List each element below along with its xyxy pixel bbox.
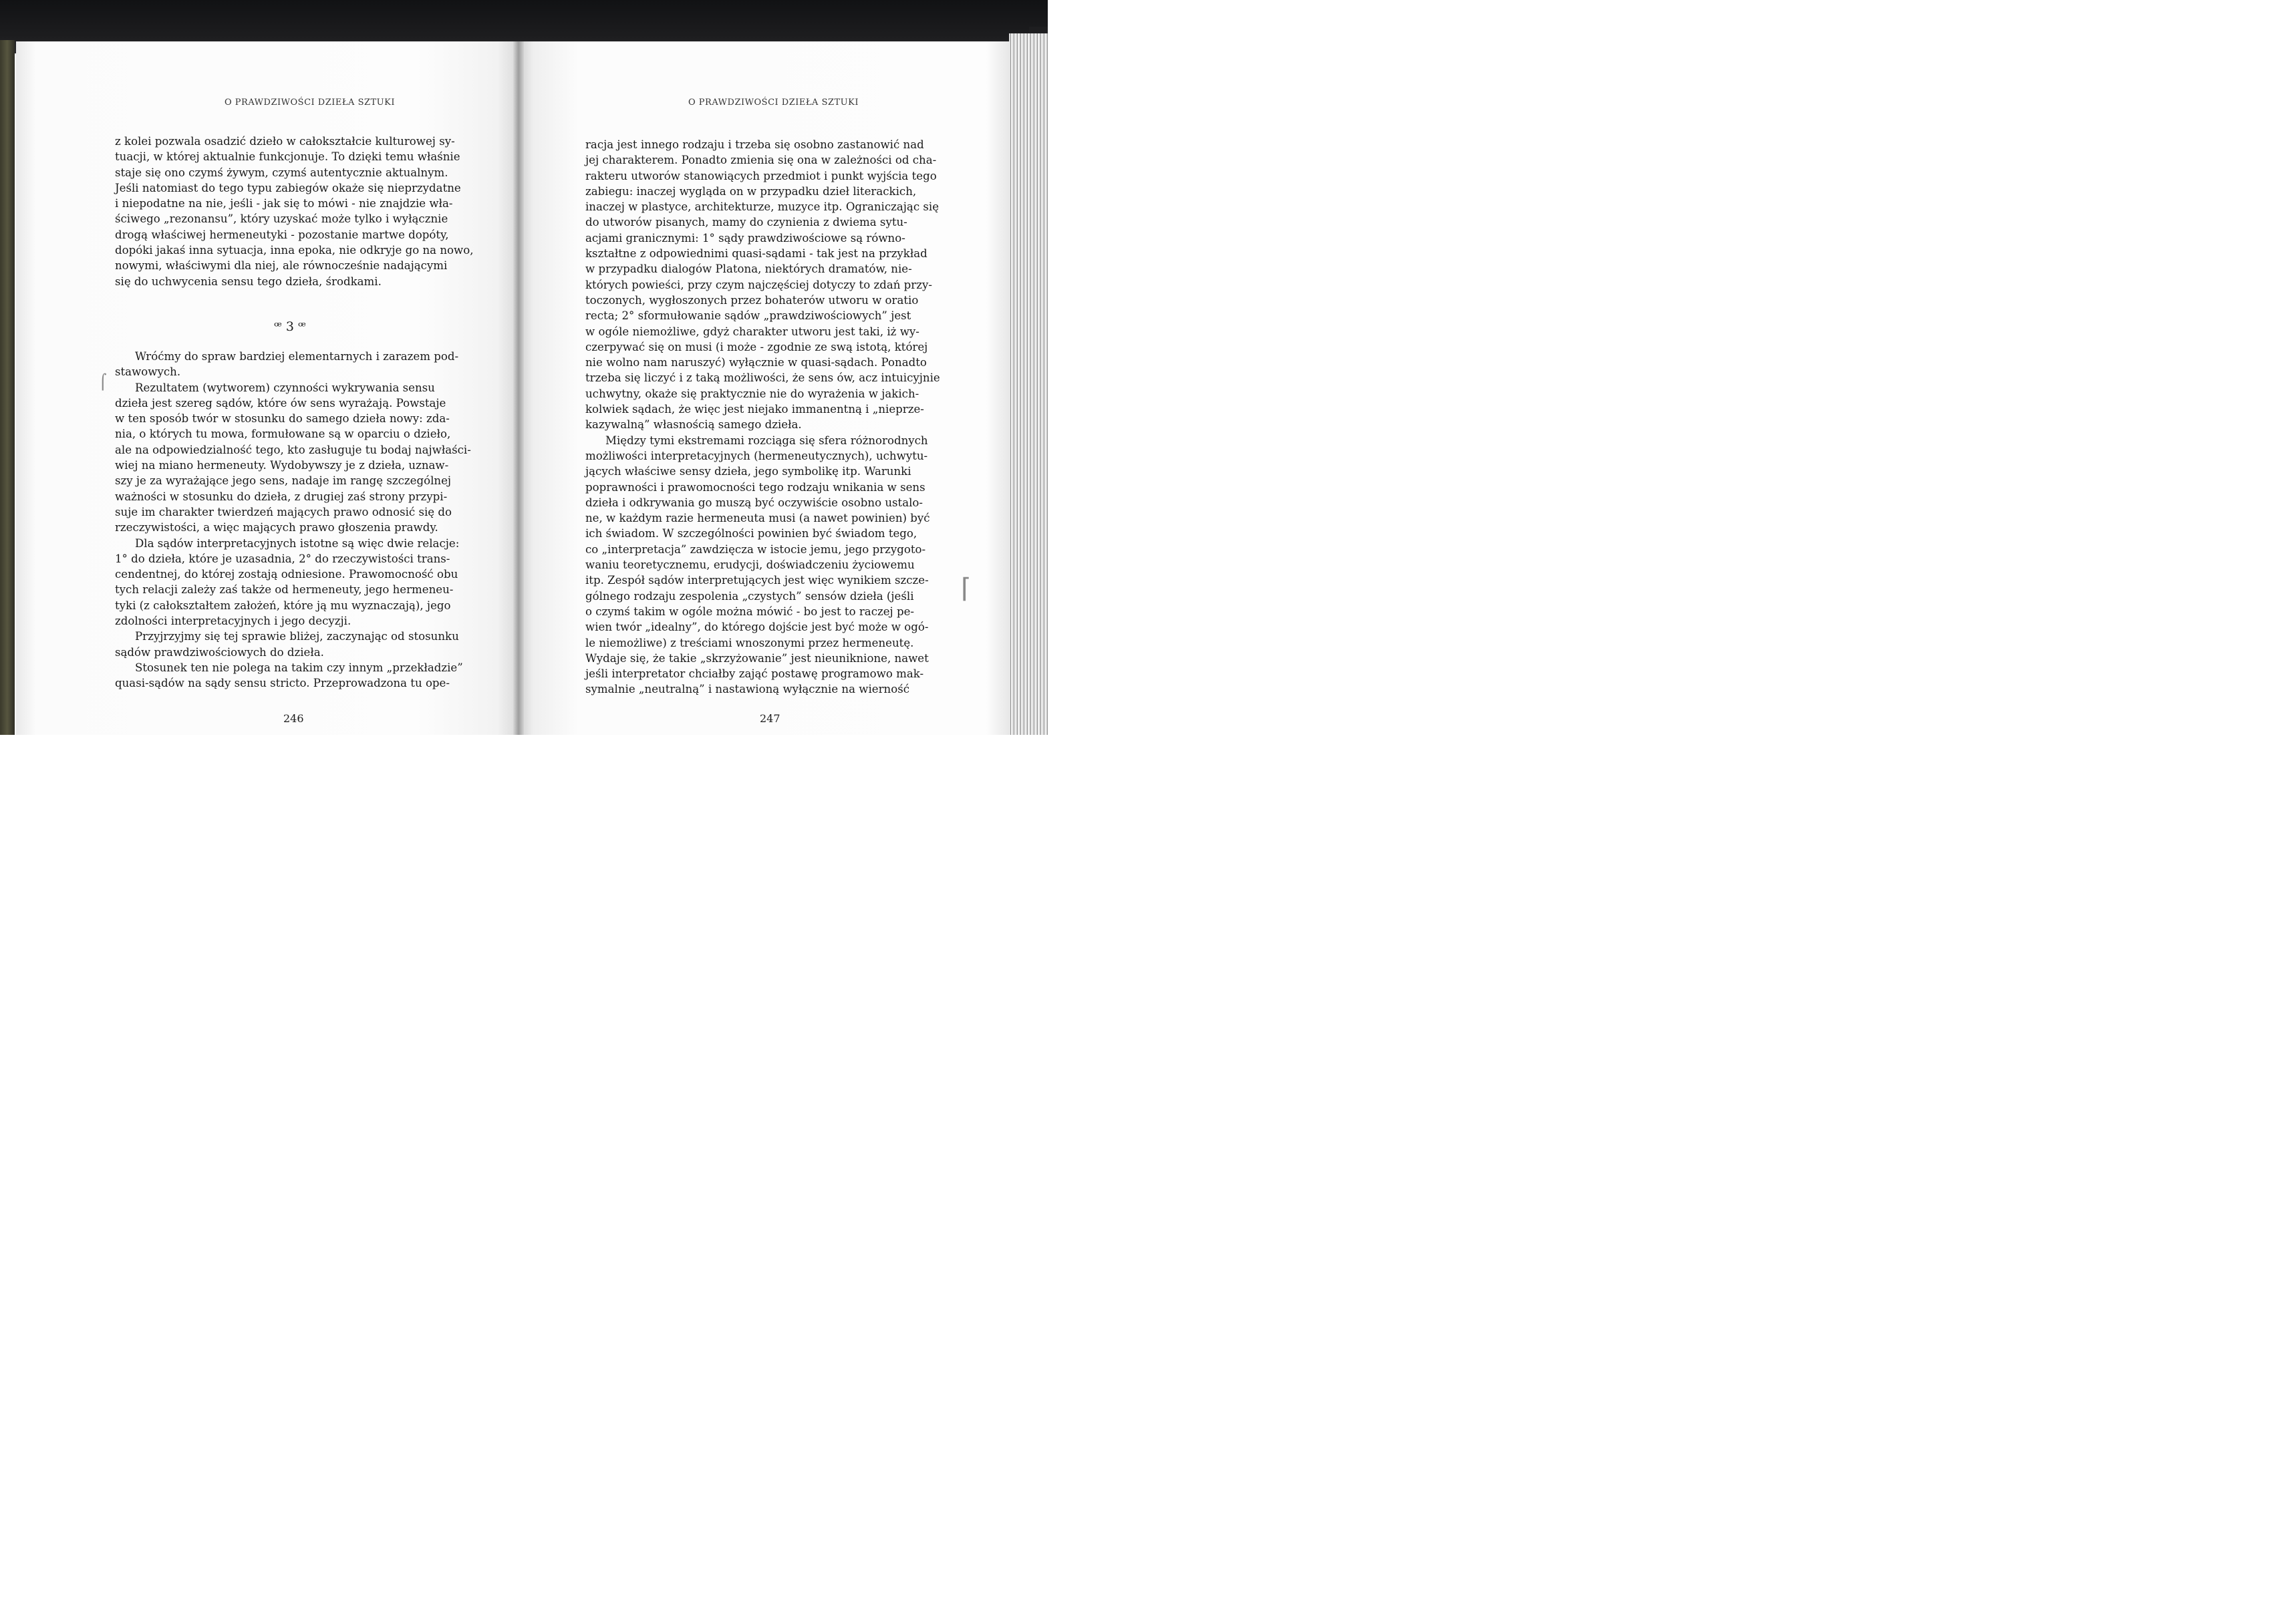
text-line: z kolei pozwala osadzić dzieło w całokształcie kulturowej sy- — [115, 135, 455, 148]
pencil-margin-mark: ⌈ — [961, 573, 972, 604]
text-line: Rezultatem (wytworem) czynności wykrywania sensu — [135, 381, 435, 394]
text-line: nie wolno nam naruszyć) wyłącznie w quasi-sądach. Ponadto — [585, 356, 927, 369]
text-line: Wróćmy do spraw bardziej elementarnych i zarazem pod- — [135, 350, 459, 363]
text-line: tyki (z całokształtem założeń, które ją mu wyznaczają), jego — [115, 599, 451, 612]
text-line: możliwości interpretacyjnych (hermeneutycznych), uchwytu- — [585, 449, 928, 462]
text-line: o czymś takim w ogóle można mówić - bo jest to raczej pe- — [585, 605, 915, 618]
text-line: nowymi, właściwymi dla niej, ale równocześnie nadającymi — [115, 259, 448, 273]
text-line: 1° do dzieła, które je uzasadnia, 2° do rzeczywistości trans- — [115, 552, 450, 565]
text-line: czerpywać się on musi (i może - zgodnie ze swą istotą, której — [585, 340, 928, 353]
text-line: zabiegu: inaczej wygląda on w przypadku dzieł literackich, — [585, 184, 917, 198]
text-line: Jeśli natomiast do tego typu zabiegów okaże się nieprzydatne — [115, 181, 461, 194]
text-line: ściwego „rezonansu”, który uzyskać może tylko i wyłącznie — [115, 212, 448, 226]
text-line: drogą właściwej hermeneutyki - pozostanie martwe dopóty, — [115, 228, 449, 241]
text-line: co „interpretacja” zawdzięcza w istocie jemu, jego przygoto- — [585, 542, 926, 556]
text-line: kazywalną” własnością samego dzieła. — [585, 418, 802, 432]
book-cover-edge — [0, 40, 15, 735]
text-line: toczonych, wygłoszonych przez bohaterów utworu w oratio — [585, 293, 919, 307]
running-head-right: O PRAWDZIWOŚCI DZIEŁA SZTUKI — [688, 98, 859, 108]
text-line: wiej na miano hermeneuty. Wydobywszy je z dzieła, uznaw- — [115, 459, 449, 472]
book-gutter — [513, 41, 524, 735]
text-line: jeśli interpretator chciałby zająć postawę programowo mak- — [585, 667, 924, 681]
text-line: cendentnej, do której zostają odniesione. Prawomocność obu — [115, 568, 458, 581]
text-line: symalnie „neutralną” i nastawioną wyłącznie na wierność — [585, 683, 910, 696]
left-text-after-section — [115, 349, 489, 691]
text-line: jej charakterem. Ponadto zmienia się ona w zależności od cha- — [585, 154, 937, 167]
text-line: trzeba się liczyć i z taką możliwości, że sens ów, acz intuicyjnie — [585, 371, 940, 385]
text-line: tuacji, w której aktualnie funkcjonuje. To dzięki temu właśnie — [115, 150, 460, 164]
text-line: Między tymi ekstremami rozciąga się sfera różnorodnych — [605, 434, 928, 447]
text-line: quasi-sądów na sądy sensu stricto. Przeprowadzona tu ope- — [115, 677, 450, 690]
text-line: ważności w stosunku do dzieła, z drugiej zaś strony przypi- — [115, 490, 448, 503]
page-number-left: 246 — [283, 712, 304, 725]
text-line: Dla sądów interpretacyjnych istotne są więc dwie relacje: — [135, 536, 460, 550]
left-text-before-section — [115, 134, 489, 289]
text-line: kształtne z odpowiednimi quasi-sądami - tak jest na przykład — [585, 247, 927, 261]
text-line: le niemożliwe) z treściami wnoszonymi przez hermeneutę. — [585, 636, 914, 649]
text-line: dzieła i odkrywania go muszą być oczywiście osobno ustalo- — [585, 496, 923, 509]
text-line: staje się ono czymś żywym, czymś autentycznie aktualnym. — [115, 166, 448, 179]
text-line: i niepodatne na nie, jeśli - jak się to mówi - nie znajdzie wła- — [115, 197, 453, 210]
text-line: tych relacji zależy zaś także od hermeneuty, jego hermeneu- — [115, 583, 454, 597]
text-line: ich świadom. W szczególności powinien być świadom tego, — [585, 527, 917, 540]
right-text — [585, 137, 960, 697]
text-line: gólnego rodzaju zespolenia „czystych” sensów dzieła (jeśli — [585, 589, 914, 603]
text-line: kolwiek sądach, że więc jest niejako immanentną i „nieprze- — [585, 403, 924, 416]
text-line: w przypadku dialogów Platona, niektórych dramatów, nie- — [585, 263, 912, 276]
text-line: nia, o których tu mowa, formułowane są w oparciu o dzieło, — [115, 428, 451, 441]
text-line: się do uchwycenia sensu tego dzieła, środkami. — [115, 275, 382, 288]
text-line: stawowych. — [115, 365, 181, 379]
text-line: ale na odpowiedzialność tego, kto zasługuje tu bodaj najwłaści- — [115, 443, 471, 456]
text-line: itp. Zespół sądów interpretujących jest więc wynikiem szcze- — [585, 574, 929, 587]
page-number-right: 247 — [760, 712, 780, 725]
text-line: ne, w każdym razie hermeneuta musi (a nawet powinien) być — [585, 512, 930, 525]
text-line: rakteru utworów stanowiących przedmiot i punkt wyjścia tego — [585, 169, 937, 182]
text-line: w ogóle niemożliwe, gdyż charakter utworu jest taki, iż wy- — [585, 325, 919, 338]
text-line: poprawności i prawomocności tego rodzaju wnikania w sens — [585, 480, 925, 494]
text-line: których powieści, przy czym najczęściej dotyczy to zdań przy- — [585, 278, 932, 291]
text-line: wien twór „idealny”, do którego dojście jest być może w ogó- — [585, 621, 929, 634]
text-line: inaczej w plastyce, architekturze, muzyce itp. Ograniczając się — [585, 200, 940, 214]
text-line: racja jest innego rodzaju i trzeba się osobno zastanowić nad — [585, 138, 924, 151]
text-line: szy je za wyrażające jego sens, nadaje im rangę szczególnej — [115, 474, 452, 488]
text-line: Przyjrzyjmy się tej sprawie bliżej, zaczynając od stosunku — [135, 630, 459, 643]
section-heading: ꟹ 3 ꟹ — [274, 319, 306, 334]
text-line: waniu teoretycznemu, erudycji, doświadczeniu życiowemu — [585, 558, 915, 572]
text-line: dopóki jakaś inna sytuacja, inna epoka, nie odkryje go na nowo, — [115, 244, 474, 257]
text-line: jących właściwe sensy dzieła, jego symbolikę itp. Warunki — [585, 465, 911, 478]
text-line: uchwytny, okaże się praktycznie nie do wyrażenia w jakich- — [585, 387, 919, 400]
text-line: Stosunek ten nie polega na takim czy innym „przekładzie” — [135, 661, 463, 674]
text-line: rzeczywistości, a więc mających prawo głoszenia prawdy. — [115, 521, 438, 534]
text-line: do utworów pisanych, mamy do czynienia z dwiema sytu- — [585, 216, 907, 229]
text-line: recta; 2° sformułowanie sądów „prawdziwościowych” jest — [585, 309, 911, 323]
running-head-left: O PRAWDZIWOŚCI DZIEŁA SZTUKI — [225, 98, 395, 108]
text-line: zdolności interpretacyjnych i jego decyzji. — [115, 615, 351, 628]
book-scan — [0, 0, 1048, 735]
pencil-margin-mark: ⌠ — [99, 374, 107, 391]
page-stack-edge — [1009, 33, 1048, 735]
text-line: suje im charakter twierdzeń mających prawo odnosić się do — [115, 505, 452, 518]
text-line: dzieła jest szereg sądów, które ów sens wyrażają. Powstaje — [115, 396, 446, 410]
text-line: sądów prawdziwościowych do dzieła. — [115, 645, 324, 659]
text-line: Wydaje się, że takie „skrzyżowanie” jest nieuniknione, nawet — [585, 651, 929, 665]
text-line: acjami granicznymi: 1° sądy prawdziwościowe są równo- — [585, 231, 905, 245]
text-line: w ten sposób twór w stosunku do samego dzieła nowy: zda- — [115, 412, 450, 426]
